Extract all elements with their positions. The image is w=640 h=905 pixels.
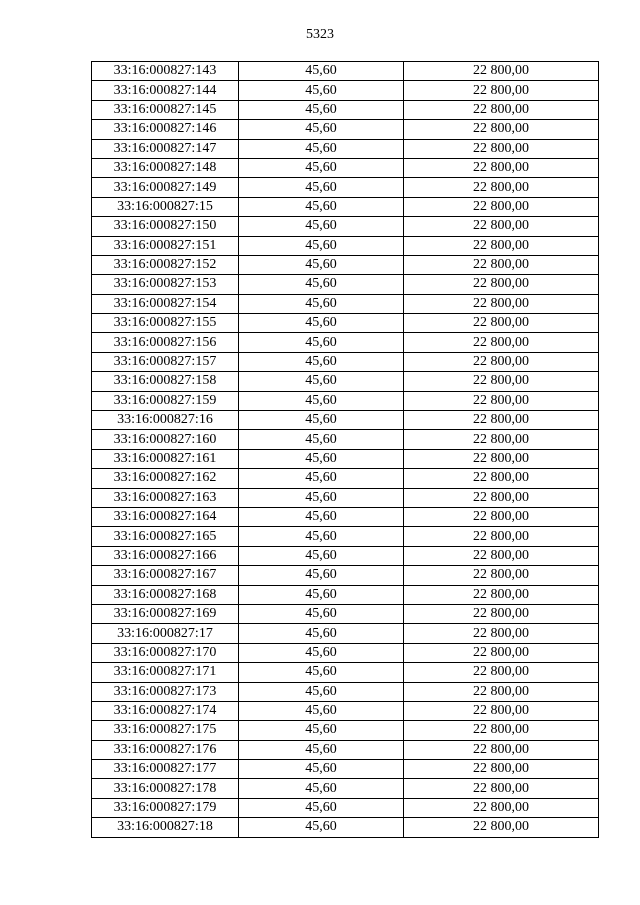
cadastral-number-cell: 33:16:000827:16 (92, 411, 239, 430)
table-row (92, 469, 599, 488)
cadastral-number-cell: 33:16:000827:15 (92, 197, 239, 216)
table-row (92, 682, 599, 701)
value-cell: 22 800,00 (404, 818, 599, 837)
area-cell: 45,60 (239, 818, 404, 837)
value-cell: 22 800,00 (404, 120, 599, 139)
area-cell: 45,60 (239, 682, 404, 701)
cadastral-number-cell: 33:16:000827:150 (92, 217, 239, 236)
cadastral-number-cell: 33:16:000827:152 (92, 255, 239, 274)
area-cell: 45,60 (239, 120, 404, 139)
table-row (92, 624, 599, 643)
value-cell: 22 800,00 (404, 217, 599, 236)
area-cell: 45,60 (239, 314, 404, 333)
table-row (92, 81, 599, 100)
cadastral-number-cell: 33:16:000827:18 (92, 818, 239, 837)
table-row (92, 411, 599, 430)
value-cell: 22 800,00 (404, 236, 599, 255)
table-row (92, 158, 599, 177)
value-cell: 22 800,00 (404, 391, 599, 410)
area-cell: 45,60 (239, 333, 404, 352)
cadastral-number-cell: 33:16:000827:148 (92, 158, 239, 177)
cadastral-number-cell: 33:16:000827:149 (92, 178, 239, 197)
table-row (92, 236, 599, 255)
value-cell: 22 800,00 (404, 663, 599, 682)
table-row (92, 352, 599, 371)
table-row (92, 333, 599, 352)
cadastral-number-cell: 33:16:000827:144 (92, 81, 239, 100)
value-cell: 22 800,00 (404, 197, 599, 216)
table-row (92, 275, 599, 294)
table-row (92, 488, 599, 507)
cadastral-table (91, 61, 599, 838)
table-row (92, 527, 599, 546)
value-cell: 22 800,00 (404, 546, 599, 565)
area-cell: 45,60 (239, 158, 404, 177)
value-cell: 22 800,00 (404, 701, 599, 720)
table-row (92, 197, 599, 216)
table-row (92, 100, 599, 119)
table-row (92, 217, 599, 236)
value-cell: 22 800,00 (404, 469, 599, 488)
cadastral-number-cell: 33:16:000827:166 (92, 546, 239, 565)
table-row (92, 760, 599, 779)
cadastral-number-cell: 33:16:000827:153 (92, 275, 239, 294)
area-cell: 45,60 (239, 81, 404, 100)
table-row (92, 663, 599, 682)
area-cell: 45,60 (239, 391, 404, 410)
value-cell: 22 800,00 (404, 81, 599, 100)
area-cell: 45,60 (239, 488, 404, 507)
cadastral-number-cell: 33:16:000827:173 (92, 682, 239, 701)
area-cell: 45,60 (239, 643, 404, 662)
cadastral-number-cell: 33:16:000827:177 (92, 760, 239, 779)
area-cell: 45,60 (239, 294, 404, 313)
table-row (92, 818, 599, 837)
cadastral-number-cell: 33:16:000827:161 (92, 449, 239, 468)
table-row (92, 391, 599, 410)
area-cell: 45,60 (239, 62, 404, 81)
value-cell: 22 800,00 (404, 314, 599, 333)
table-row (92, 604, 599, 623)
table-row (92, 507, 599, 526)
cadastral-number-cell: 33:16:000827:167 (92, 566, 239, 585)
area-cell: 45,60 (239, 624, 404, 643)
area-cell: 45,60 (239, 760, 404, 779)
area-cell: 45,60 (239, 546, 404, 565)
area-cell: 45,60 (239, 449, 404, 468)
cadastral-number-cell: 33:16:000827:155 (92, 314, 239, 333)
area-cell: 45,60 (239, 372, 404, 391)
cadastral-number-cell: 33:16:000827:164 (92, 507, 239, 526)
cadastral-number-cell: 33:16:000827:175 (92, 721, 239, 740)
table-row (92, 430, 599, 449)
value-cell: 22 800,00 (404, 275, 599, 294)
value-cell: 22 800,00 (404, 798, 599, 817)
value-cell: 22 800,00 (404, 62, 599, 81)
table-row (92, 701, 599, 720)
cadastral-number-cell: 33:16:000827:146 (92, 120, 239, 139)
area-cell: 45,60 (239, 352, 404, 371)
cadastral-number-cell: 33:16:000827:163 (92, 488, 239, 507)
cadastral-number-cell: 33:16:000827:165 (92, 527, 239, 546)
cadastral-number-cell: 33:16:000827:160 (92, 430, 239, 449)
table-row (92, 449, 599, 468)
value-cell: 22 800,00 (404, 760, 599, 779)
cadastral-number-cell: 33:16:000827:171 (92, 663, 239, 682)
value-cell: 22 800,00 (404, 585, 599, 604)
cadastral-number-cell: 33:16:000827:156 (92, 333, 239, 352)
area-cell: 45,60 (239, 721, 404, 740)
cadastral-number-cell: 33:16:000827:157 (92, 352, 239, 371)
table-row (92, 62, 599, 81)
table-row (92, 546, 599, 565)
cadastral-number-cell: 33:16:000827:151 (92, 236, 239, 255)
cadastral-number-cell: 33:16:000827:158 (92, 372, 239, 391)
area-cell: 45,60 (239, 585, 404, 604)
value-cell: 22 800,00 (404, 507, 599, 526)
value-cell: 22 800,00 (404, 566, 599, 585)
value-cell: 22 800,00 (404, 488, 599, 507)
area-cell: 45,60 (239, 275, 404, 294)
area-cell: 45,60 (239, 798, 404, 817)
cadastral-number-cell: 33:16:000827:179 (92, 798, 239, 817)
value-cell: 22 800,00 (404, 100, 599, 119)
table-row (92, 643, 599, 662)
cadastral-number-cell: 33:16:000827:145 (92, 100, 239, 119)
cadastral-number-cell: 33:16:000827:147 (92, 139, 239, 158)
value-cell: 22 800,00 (404, 158, 599, 177)
area-cell: 45,60 (239, 663, 404, 682)
area-cell: 45,60 (239, 604, 404, 623)
value-cell: 22 800,00 (404, 352, 599, 371)
value-cell: 22 800,00 (404, 624, 599, 643)
table-row (92, 314, 599, 333)
table-row (92, 255, 599, 274)
cadastral-number-cell: 33:16:000827:176 (92, 740, 239, 759)
table-row (92, 566, 599, 585)
value-cell: 22 800,00 (404, 740, 599, 759)
area-cell: 45,60 (239, 566, 404, 585)
area-cell: 45,60 (239, 701, 404, 720)
value-cell: 22 800,00 (404, 430, 599, 449)
cadastral-number-cell: 33:16:000827:169 (92, 604, 239, 623)
value-cell: 22 800,00 (404, 294, 599, 313)
value-cell: 22 800,00 (404, 178, 599, 197)
cadastral-number-cell: 33:16:000827:159 (92, 391, 239, 410)
table-row (92, 585, 599, 604)
value-cell: 22 800,00 (404, 527, 599, 546)
area-cell: 45,60 (239, 178, 404, 197)
cadastral-number-cell: 33:16:000827:162 (92, 469, 239, 488)
area-cell: 45,60 (239, 255, 404, 274)
area-cell: 45,60 (239, 527, 404, 546)
value-cell: 22 800,00 (404, 449, 599, 468)
table-row (92, 740, 599, 759)
area-cell: 45,60 (239, 411, 404, 430)
value-cell: 22 800,00 (404, 779, 599, 798)
area-cell: 45,60 (239, 430, 404, 449)
area-cell: 45,60 (239, 100, 404, 119)
table-row (92, 294, 599, 313)
table-row (92, 721, 599, 740)
value-cell: 22 800,00 (404, 682, 599, 701)
cadastral-number-cell: 33:16:000827:143 (92, 62, 239, 81)
cadastral-number-cell: 33:16:000827:168 (92, 585, 239, 604)
table-row (92, 120, 599, 139)
table-row (92, 139, 599, 158)
table-row (92, 798, 599, 817)
table-row (92, 779, 599, 798)
value-cell: 22 800,00 (404, 255, 599, 274)
value-cell: 22 800,00 (404, 604, 599, 623)
value-cell: 22 800,00 (404, 333, 599, 352)
value-cell: 22 800,00 (404, 139, 599, 158)
table-row (92, 372, 599, 391)
value-cell: 22 800,00 (404, 721, 599, 740)
cadastral-number-cell: 33:16:000827:170 (92, 643, 239, 662)
area-cell: 45,60 (239, 236, 404, 255)
cadastral-number-cell: 33:16:000827:17 (92, 624, 239, 643)
table-body (92, 62, 599, 838)
area-cell: 45,60 (239, 779, 404, 798)
table-row (92, 178, 599, 197)
area-cell: 45,60 (239, 139, 404, 158)
page-number: 5323 (306, 27, 334, 42)
cadastral-number-cell: 33:16:000827:178 (92, 779, 239, 798)
area-cell: 45,60 (239, 197, 404, 216)
area-cell: 45,60 (239, 217, 404, 236)
area-cell: 45,60 (239, 740, 404, 759)
cadastral-number-cell: 33:16:000827:174 (92, 701, 239, 720)
area-cell: 45,60 (239, 507, 404, 526)
area-cell: 45,60 (239, 469, 404, 488)
value-cell: 22 800,00 (404, 411, 599, 430)
value-cell: 22 800,00 (404, 643, 599, 662)
value-cell: 22 800,00 (404, 372, 599, 391)
cadastral-number-cell: 33:16:000827:154 (92, 294, 239, 313)
